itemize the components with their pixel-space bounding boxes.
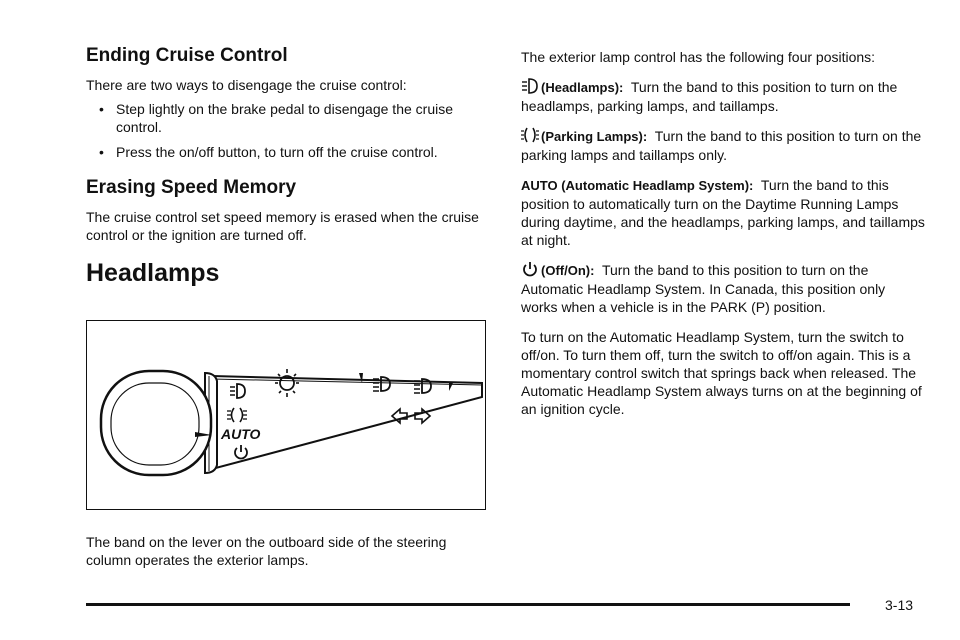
headlamp-icon	[521, 78, 539, 94]
lamp-control-illustration	[86, 320, 486, 510]
headlamps-heading: Headlamps	[86, 259, 220, 287]
right-column	[521, 48, 925, 430]
ending-cruise-heading: Ending Cruise Control	[86, 45, 288, 66]
power-icon	[521, 261, 539, 277]
erasing-speed-body: The cruise control set speed memory is erased when the cruise control or the ignition are turned off.	[86, 209, 479, 243]
page-number: 3-13	[885, 597, 914, 613]
positions-intro: The exterior lamp control has the following four positions:	[521, 49, 876, 65]
ending-cruise-intro: There are two ways to disengage the cruise control:	[86, 77, 407, 93]
erasing-speed-heading: Erasing Speed Memory	[86, 177, 297, 198]
list-item: • Press the on/off button, to turn off the cruise control.	[99, 144, 438, 160]
ending-cruise-list	[86, 100, 486, 161]
figure-caption: The band on the lever on the outboard side of the steering column operates the exterior lamps.	[86, 534, 447, 568]
bullet-icon: •	[99, 144, 104, 160]
list-item: • Step lightly on the brake pedal to disengage the cruise control.	[99, 101, 454, 135]
footer-rule	[86, 603, 850, 606]
headlamps-position: (Headlamps): Turn the band to this position to turn on the headlamps, parking lamps, and taillamps.	[521, 79, 898, 114]
parking-lamp-icon	[521, 127, 539, 143]
auto-label: AUTO	[221, 426, 261, 442]
auto-position: AUTO (Automatic Headlamp System): Turn the band to this position to automatically turn on the Daytime Running Lamps during daytime, and the headlamps, parking lamps, and taillamps at night.	[521, 177, 925, 248]
off-on-position: (Off/On): Turn the band to this position to turn on the Automatic Headlamp System. In Canada, this position only works when a vehicle is in the PARK (P) position.	[521, 262, 886, 315]
bullet-icon: •	[99, 101, 104, 117]
parking-lamps-position: (Parking Lamps): Turn the band to this position to turn on the parking lamps and taillamps only.	[521, 128, 922, 163]
auto-system-instructions: To turn on the Automatic Headlamp System, turn the switch to off/on. To turn them off, turn the switch to off/on again. This is a momentary control switch that springs back when released. The Automatic Headlamp System always turns on at the beginning of an ignition cycle.	[521, 329, 922, 417]
left-column	[86, 44, 486, 288]
